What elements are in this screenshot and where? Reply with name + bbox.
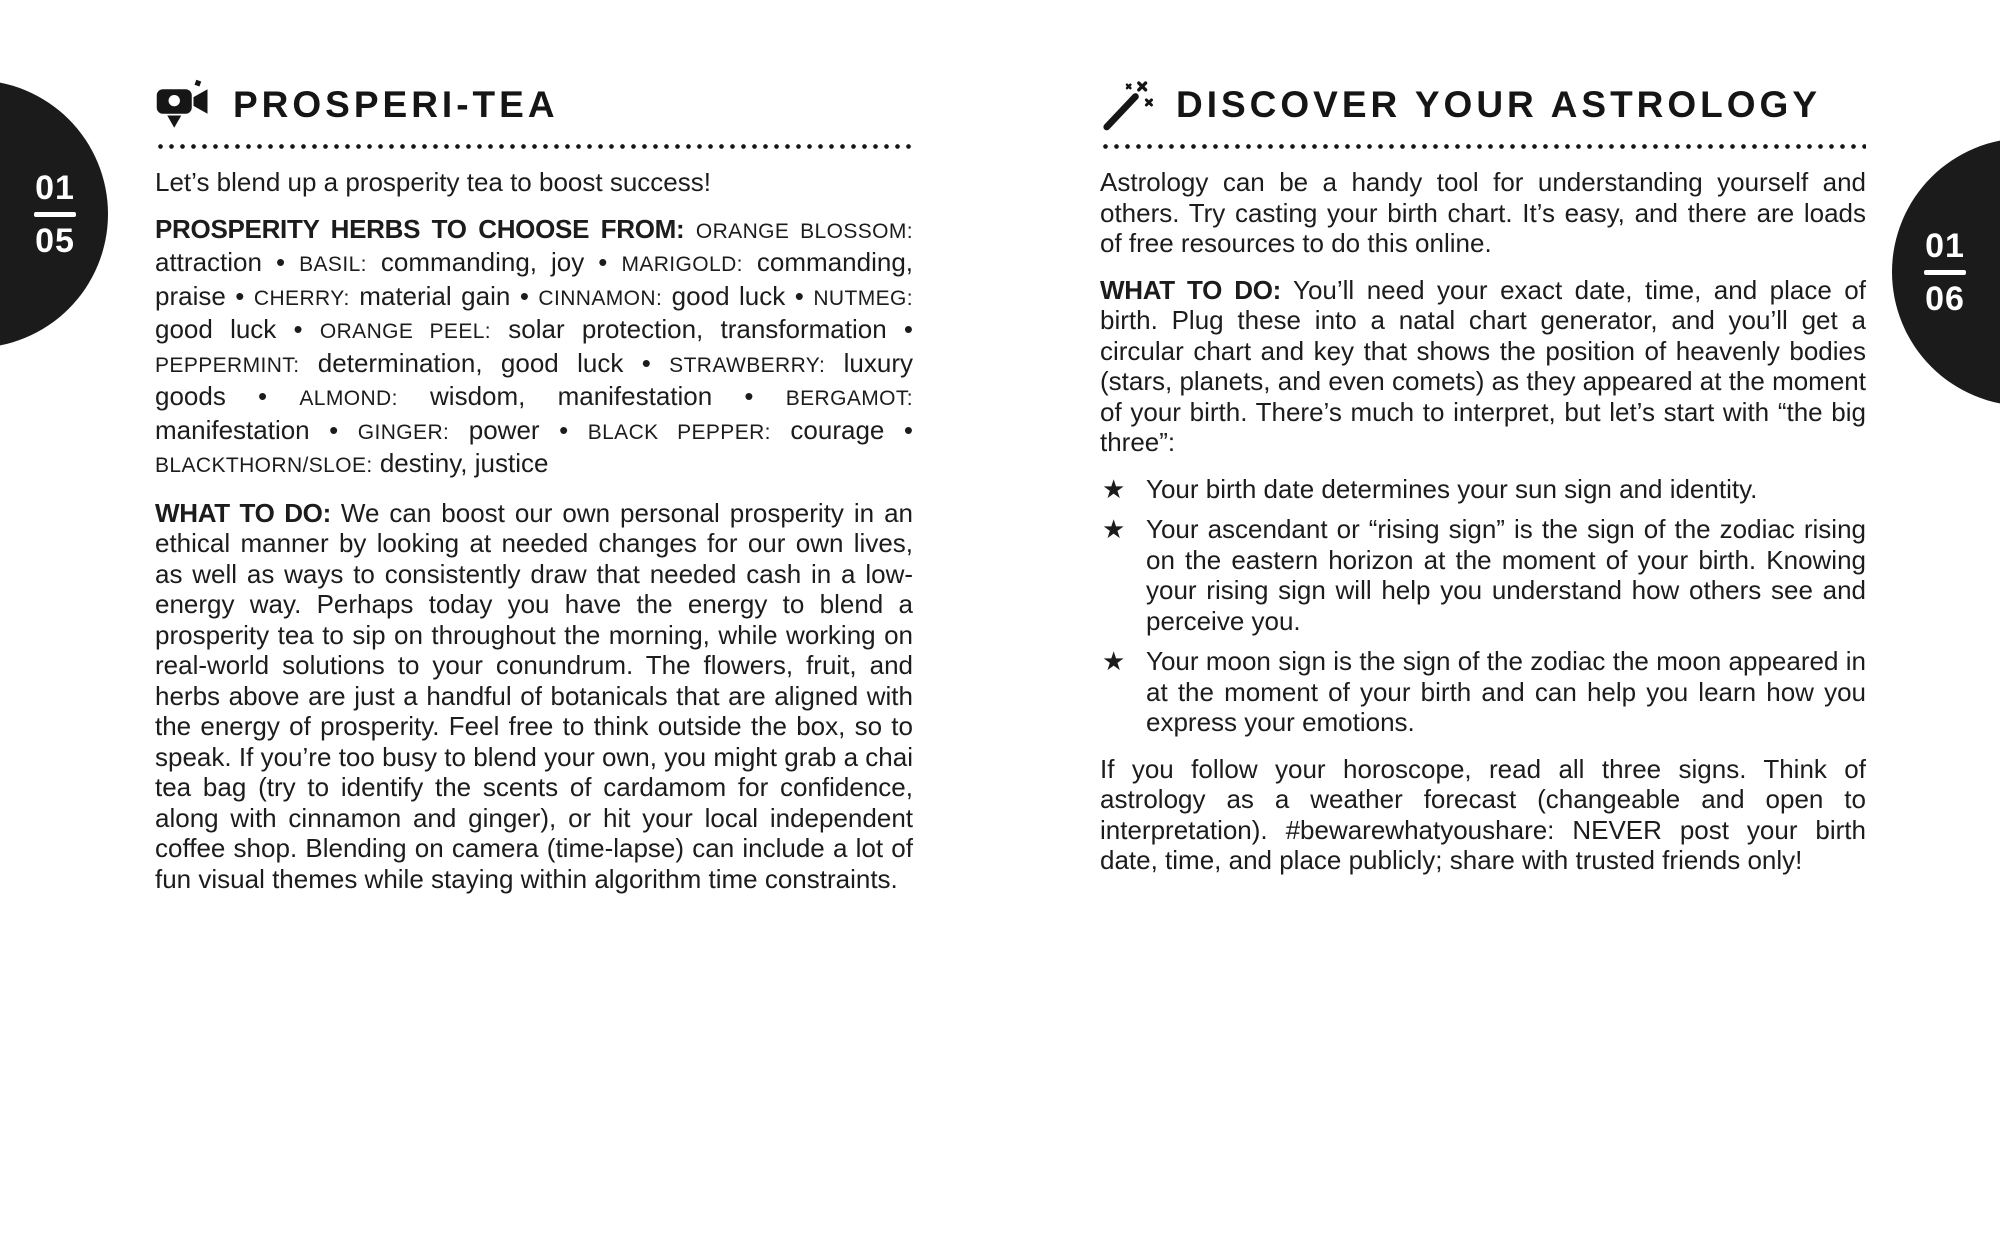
page-tab-left — [0, 80, 108, 348]
herb-name: GINGER: — [357, 420, 450, 444]
right-dotted-rule — [1100, 144, 1866, 149]
herb-description: commanding, joy • — [366, 247, 622, 277]
page-tab-right-numbers — [1924, 226, 1966, 318]
star-bullet-icon: ★ — [1102, 514, 1126, 544]
herb-description: destiny, justice — [372, 448, 549, 478]
right-intro-text: Astrology can be a handy tool for understanding yourself and others. Try casting your birth chart. It’s easy, and there are loads of free resources to do this online. — [1100, 167, 1866, 258]
left-article — [155, 76, 913, 910]
right-what-to-do-paragraph — [1100, 275, 1866, 458]
herb-name: BLACKTHORN/SLOE: — [155, 454, 373, 477]
herb-name: MARIGOLD: — [621, 253, 743, 276]
page-tab-right — [1892, 138, 2000, 406]
right-what-to-do-text: You’ll need your exact date, time, and place of birth. Plug these into a natal chart generator, and you’ll get a circular chart and key that shows the position of heavenly bodies (stars, planets, and even comets) as they appeared at the moment of your birth. There’s much to interpret, but let’s start with “the big three”: — [1100, 274, 1866, 457]
bullet-text: Your birth date determines your sun sign and identity. — [1146, 473, 1758, 504]
right-what-to-do-label: WHAT TO DO: — [1100, 274, 1281, 305]
page-tab-left-numbers — [34, 168, 76, 260]
herb-description: manifestation • — [155, 414, 358, 445]
star-bullet-icon: ★ — [1102, 473, 1126, 504]
tab-right-divider — [1924, 270, 1966, 275]
herbs-paragraph — [155, 214, 913, 482]
left-what-to-do-text: We can boost our own personal prosperity in an ethical manner by looking at needed changes for our own lives, as well as ways to consistently draw that needed cash in a low-energy way. Perhaps today you have the energy to blend a prosperity tea to sip on throughout the morning, while working on real-world solutions to your conundrum. The flowers, fruit, and herbs above are just a handful of botanicals that are aligned with the energy of prosperity. Feel free to think outside the box, so to speak. If you’re too busy to blend your own, you might grab a chai tea bag (try to identify the scents of cardamom for confidence, along with cinnamon and ginger), or hit your local independent coffee shop. Blending on camera (time-lapse) can include a lot of fun visual themes while staying within algorithm time constraints. — [155, 497, 913, 894]
herb-description: good luck • — [155, 314, 320, 344]
herb-description: material gain • — [349, 280, 539, 311]
herb-name: CHERRY: — [253, 286, 350, 310]
herb-description: attraction • — [155, 247, 300, 277]
herb-name: STRAWBERRY: — [669, 353, 826, 377]
bullet-text: Your moon sign is the sign of the zodiac the moon appeared in at the moment of your birth and can help you learn how you express your emotions. — [1146, 646, 1866, 737]
herb-description: wisdom, manifestation • — [397, 381, 786, 411]
herb-name: BLACK PEPPER: — [587, 420, 771, 444]
big-three-list-item — [1102, 473, 1866, 505]
herb-name: ALMOND: — [299, 387, 398, 410]
left-article-header — [155, 76, 913, 134]
herb-name: CINNAMON: — [538, 286, 663, 310]
magic-wand-icon — [1100, 78, 1154, 132]
right-outro-text: If you follow your horoscope, read all three signs. Think of astrology as a weather forecast (changeable and open to interpretation). #bewarewhatyoushare: NEVER post your birth date, time, and place publicly; share with trusted friends only! — [1100, 753, 1866, 875]
herb-description: luxury goods • — [155, 347, 913, 411]
big-three-list-item — [1102, 514, 1866, 636]
herb-name: ORANGE PEEL: — [319, 320, 492, 343]
herb-name: PEPPERMINT: — [155, 353, 300, 377]
left-intro-text: Let’s blend up a prosperity tea to boost success! — [155, 167, 711, 197]
tab-right-chapter-number: 01 — [1925, 226, 1965, 265]
herb-name: ORANGE BLOSSOM: — [695, 219, 914, 243]
herb-description: determination, good luck • — [299, 347, 670, 378]
herb-description: solar protection, transformation • — [491, 314, 913, 344]
herb-name: BASIL: — [299, 253, 367, 276]
big-three-list-item — [1102, 646, 1866, 738]
big-three-list — [1100, 474, 1866, 738]
herb-description: commanding, praise • — [155, 247, 913, 311]
tab-left-divider — [34, 212, 76, 217]
right-article — [1100, 76, 1866, 892]
herb-description: good luck • — [662, 280, 814, 311]
tab-left-chapter-number: 01 — [35, 168, 75, 207]
left-what-to-do-paragraph — [155, 498, 913, 895]
video-camera-icon — [155, 77, 211, 133]
tab-left-page-number: 05 — [35, 221, 75, 260]
left-dotted-rule — [155, 144, 913, 149]
star-bullet-icon: ★ — [1102, 646, 1126, 676]
right-article-header — [1100, 76, 1866, 134]
left-article-title: PROSPERI-TEA — [233, 84, 559, 125]
tab-right-page-number: 06 — [1925, 279, 1965, 318]
bullet-text: Your ascendant or “rising sign” is the sign of the zodiac rising on the eastern horizon at the moment of your birth. Knowing your rising sign will help you understand how others see and perceive you. — [1146, 514, 1866, 636]
herb-description: courage • — [770, 414, 913, 445]
herb-name: NUTMEG: — [813, 286, 913, 310]
herbs-heading: PROSPERITY HERBS TO CHOOSE FROM: — [155, 213, 696, 244]
herb-description: power • — [449, 414, 588, 445]
left-what-to-do-label: WHAT TO DO: — [155, 497, 331, 528]
right-article-title: DISCOVER YOUR ASTROLOGY — [1176, 84, 1822, 125]
herb-name: BERGAMOT: — [785, 387, 914, 410]
